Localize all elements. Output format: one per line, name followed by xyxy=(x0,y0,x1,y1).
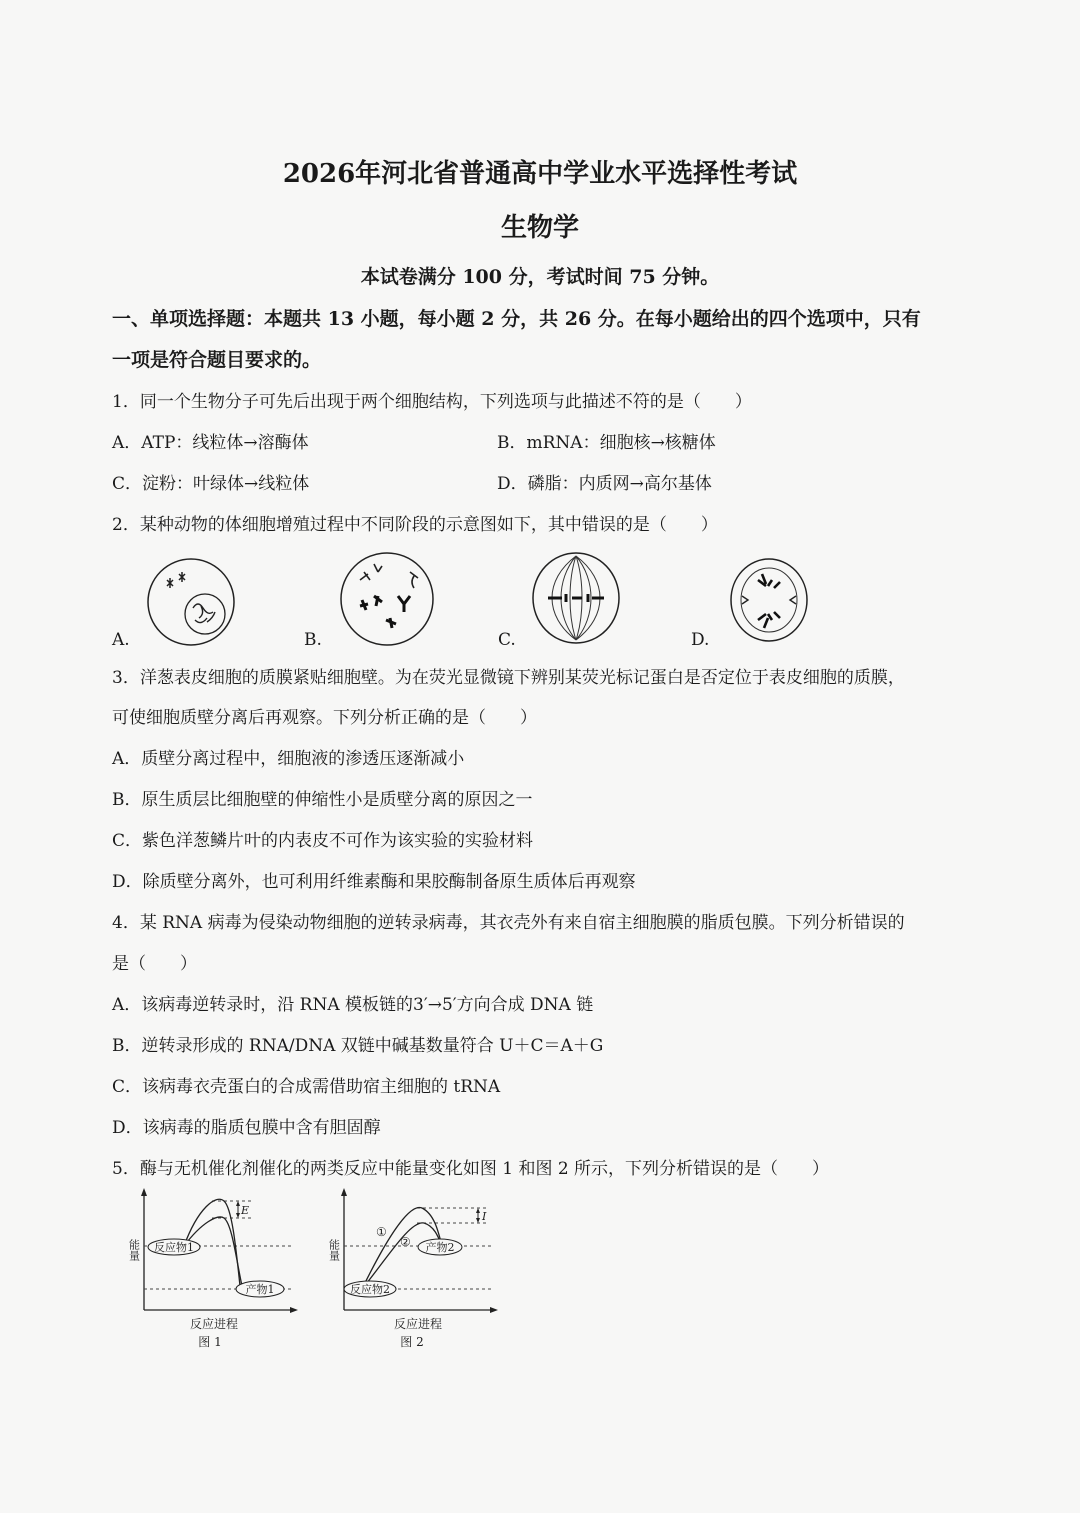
section-heading-line1: 一、单项选择题：本题共 13 小题，每小题 2 分，共 26 分。在每小题给出的四个选项中，只有 xyxy=(112,308,921,330)
q4-stem-line1: 4．某 RNA 病毒为侵染动物细胞的逆转录病毒，其衣壳外有来自宿主细胞膜的脂质包膜。下列分析错误的 xyxy=(112,913,905,933)
q4-option-b: B．逆转录形成的 RNA/DNA 双链中碱基数量符合 U＋C＝A＋G xyxy=(112,1036,604,1056)
q2-label-b: B. xyxy=(304,630,322,650)
cell-diagram-b xyxy=(338,550,436,648)
fig2-caption: 图 2 xyxy=(400,1335,424,1349)
q3-stem-line2: 可使细胞质壁分离后再观察。下列分析正确的是（ ） xyxy=(112,708,537,728)
q1-option-d: D．磷脂：内质网→高尔基体 xyxy=(497,474,712,494)
fig2-mark: I xyxy=(482,1210,487,1223)
cell-diagram-d xyxy=(728,556,810,644)
fig2-xlabel: 反应进程 xyxy=(393,1317,443,1331)
q3-option-b: B．原生质层比细胞壁的伸缩性小是质壁分离的原因之一 xyxy=(112,790,533,810)
q2-stem: 2．某种动物的体细胞增殖过程中不同阶段的示意图如下，其中错误的是（ ） xyxy=(112,515,718,535)
cell-diagram-a xyxy=(145,556,237,648)
fig2-product-label: 产物2 xyxy=(425,1241,455,1254)
fig2-curve1-label: ① xyxy=(376,1225,387,1239)
q3-option-c: C．紫色洋葱鳞片叶的内表皮不可作为该实验的实验材料 xyxy=(112,831,534,851)
section-heading-line2: 一项是符合题目要求的。 xyxy=(112,349,322,371)
subject-title: 生物学 xyxy=(500,213,579,243)
q1-stem: 1．同一个生物分子可先后出现于两个细胞结构，下列选项与此描述不符的是（ ） xyxy=(112,392,752,412)
fig1-xlabel: 反应进程 xyxy=(189,1317,239,1331)
fig1-mark: E xyxy=(241,1204,250,1217)
q5-stem: 5．酶与无机催化剂催化的两类反应中能量变化如图 1 和图 2 所示，下列分析错误的是（ ） xyxy=(112,1159,830,1179)
q1-option-c: C．淀粉：叶绿体→线粒体 xyxy=(112,474,310,494)
q4-option-d: D．该病毒的脂质包膜中含有胆固醇 xyxy=(112,1118,381,1138)
cell-diagram-c xyxy=(530,550,622,646)
q1-option-b: B．mRNA：细胞核→核糖体 xyxy=(497,433,716,453)
figure-1 xyxy=(112,1188,302,1350)
q3-option-a: A．质壁分离过程中，细胞液的渗透压逐渐减小 xyxy=(112,749,465,769)
q3-stem-line1: 3．洋葱表皮细胞的质膜紧贴细胞壁。为在荧光显微镜下辨别某荧光标记蛋白是否定位于表皮细胞的质膜， xyxy=(112,668,905,688)
q2-label-a: A. xyxy=(112,630,130,650)
fig1-caption: 图 1 xyxy=(198,1335,222,1349)
fig1-ylabel: 能量 xyxy=(127,1239,141,1261)
figure-2 xyxy=(312,1188,502,1350)
q4-option-c: C．该病毒衣壳蛋白的合成需借助宿主细胞的 tRNA xyxy=(112,1077,501,1097)
q2-label-d: D. xyxy=(691,630,710,650)
fig2-ylabel: 能量 xyxy=(327,1239,341,1261)
fig1-product-label: 产物1 xyxy=(245,1283,275,1296)
fig2-reactant-label: 反应物2 xyxy=(350,1283,390,1296)
q1-option-a: A．ATP：线粒体→溶酶体 xyxy=(112,433,309,453)
q4-stem-line2: 是（ ） xyxy=(112,954,197,974)
exam-note: 本试卷满分 100 分，考试时间 75 分钟。 xyxy=(360,266,720,288)
q3-option-d: D．除质壁分离外，也可利用纤维素酶和果胶酶制备原生质体后再观察 xyxy=(112,872,636,892)
q4-option-a: A．该病毒逆转录时，沿 RNA 模板链的3′→5′方向合成 DNA 链 xyxy=(112,995,594,1015)
fig2-curve2-label: ② xyxy=(400,1235,411,1249)
q2-label-c: C. xyxy=(498,630,516,650)
fig1-reactant-label: 反应物1 xyxy=(154,1241,194,1254)
exam-title: 2026年河北省普通高中学业水平选择性考试 xyxy=(282,159,798,189)
